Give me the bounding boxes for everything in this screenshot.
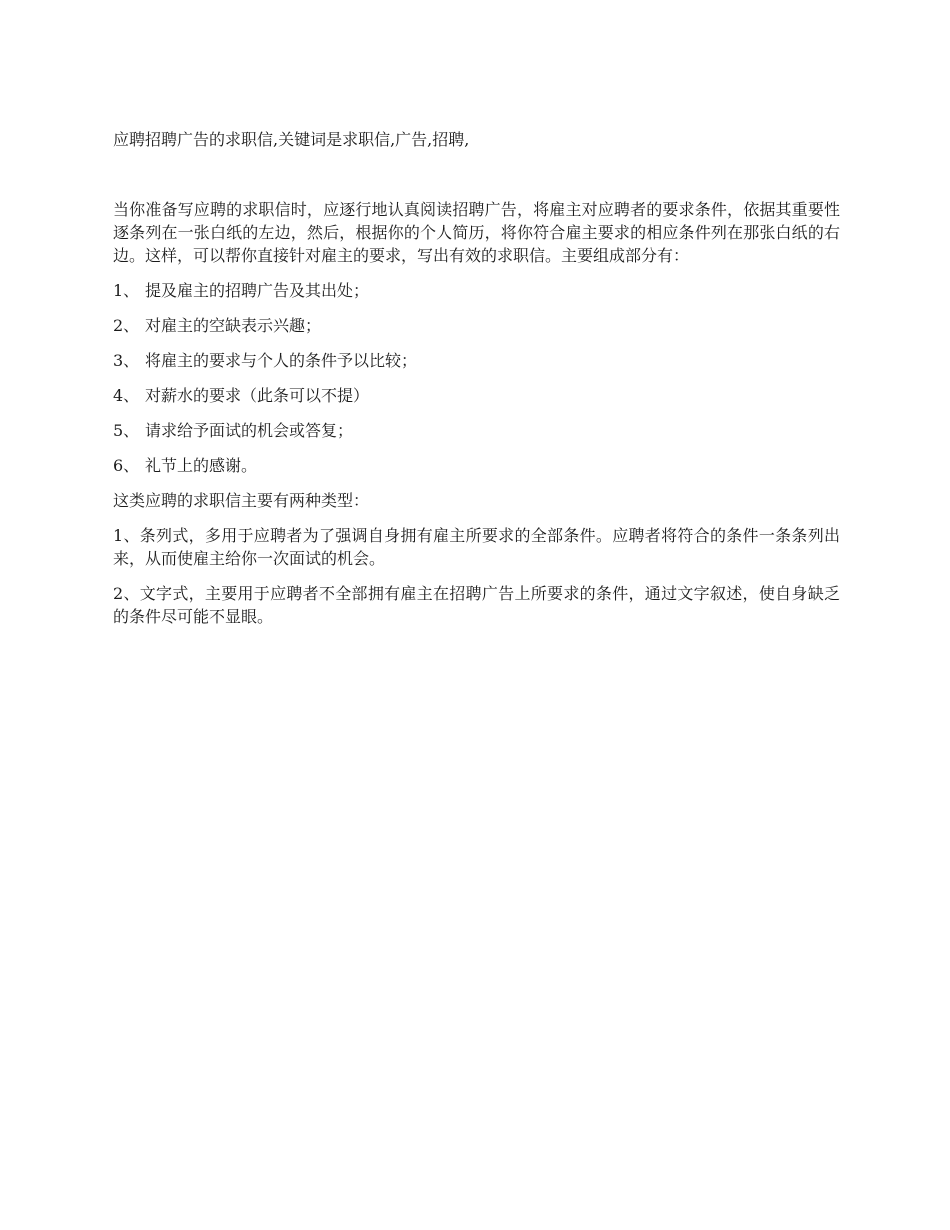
components-list — [113, 279, 840, 477]
list-item-number: 1、 — [113, 281, 140, 300]
type-paragraph — [113, 524, 840, 570]
type-number: 2、 — [113, 584, 140, 603]
list-item-text: 提及雇主的招聘广告及其出处； — [145, 281, 370, 300]
type-paragraph — [113, 582, 840, 628]
list-item — [113, 279, 840, 302]
types-heading: 这类应聘的求职信主要有两种类型： — [113, 491, 370, 510]
type-number: 1、 — [113, 526, 140, 545]
intro-paragraph: 当你准备写应聘的求职信时，应逐行地认真阅读招聘广告，将雇主对应聘者的要求条件，依据其重要性逐条列在一张白纸的左边，然后，根据你的个人简历，将你符合雇主要求的相应条件列在那张白纸的右边。这样，可以帮你直接针对雇主的要求，写出有效的求职信。主要组成部分有： — [113, 200, 840, 265]
list-item-number: 6、 — [113, 456, 140, 475]
list-item — [113, 419, 840, 442]
list-item-text: 礼节上的感谢。 — [145, 456, 258, 475]
list-item-number: 2、 — [113, 316, 140, 335]
document-body — [113, 128, 840, 640]
type-text: 文字式，主要用于应聘者不全部拥有雇主在招聘广告上所要求的条件，通过文字叙述，使自身缺乏的条件尽可能不显眼。 — [113, 584, 840, 626]
list-item — [113, 314, 840, 337]
document-title: 应聘招聘广告的求职信,关键词是求职信,广告,招聘, — [113, 130, 470, 149]
list-item-number: 4、 — [113, 386, 140, 405]
list-item-text: 对薪水的要求（此条可以不提） — [145, 386, 370, 405]
list-item-text: 将雇主的要求与个人的条件予以比较； — [145, 351, 418, 370]
list-item-text: 对雇主的空缺表示兴趣； — [145, 316, 322, 335]
list-item-text: 请求给予面试的机会或答复； — [145, 421, 354, 440]
list-item — [113, 454, 840, 477]
list-item-number: 3、 — [113, 351, 140, 370]
list-item-number: 5、 — [113, 421, 140, 440]
list-item — [113, 384, 840, 407]
type-text: 条列式，多用于应聘者为了强调自身拥有雇主所要求的全部条件。应聘者将符合的条件一条条列出来，从而使雇主给你一次面试的机会。 — [113, 526, 840, 568]
list-item — [113, 349, 840, 372]
